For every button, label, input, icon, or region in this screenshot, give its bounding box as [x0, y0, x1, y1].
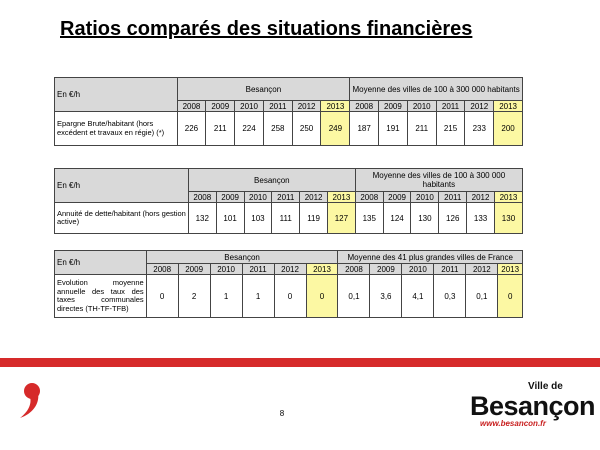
- group-besancon-header: Besançon: [177, 78, 350, 101]
- value-cell-highlight: 249: [321, 112, 350, 146]
- group-average-header: Moyenne des 41 plus grandes villes de France: [338, 251, 523, 264]
- year-header: 2008: [188, 192, 216, 203]
- year-header: 2010: [402, 264, 434, 275]
- value-cell: 0,1: [466, 275, 498, 318]
- year-header: 2012: [466, 264, 498, 275]
- value-cell: 187: [350, 112, 379, 146]
- red-comma-icon: [16, 380, 52, 420]
- group-average-header: Moyenne des villes de 100 à 300 000 habitants: [355, 169, 522, 192]
- value-cell: 3,6: [370, 275, 402, 318]
- year-header: 2011: [436, 101, 465, 112]
- value-cell: 111: [272, 203, 300, 234]
- value-cell-highlight: 0: [306, 275, 338, 318]
- value-cell: 0,1: [338, 275, 370, 318]
- year-header: 2010: [407, 101, 436, 112]
- value-cell: 130: [411, 203, 439, 234]
- value-cell: 0: [274, 275, 306, 318]
- value-cell-highlight: 127: [328, 203, 356, 234]
- group-besancon-header: Besançon: [188, 169, 355, 192]
- year-header: 2009: [178, 264, 210, 275]
- value-cell: 1: [242, 275, 274, 318]
- value-cell: 215: [436, 112, 465, 146]
- year-header: 2011: [242, 264, 274, 275]
- year-header-highlight: 2013: [494, 192, 522, 203]
- year-header: 2010: [411, 192, 439, 203]
- year-header: 2009: [206, 101, 235, 112]
- year-header: 2009: [370, 264, 402, 275]
- row-label: Epargne Brute/habitant (hors excédent et travaux en régie) (*): [55, 112, 178, 146]
- value-cell: 250: [292, 112, 321, 146]
- page-number: 8: [279, 409, 285, 418]
- unit-label: En €/h: [55, 251, 147, 275]
- value-cell: 191: [379, 112, 408, 146]
- value-cell: 0: [146, 275, 178, 318]
- year-header-highlight: 2013: [328, 192, 356, 203]
- value-cell: 124: [383, 203, 411, 234]
- year-header: 2008: [177, 101, 206, 112]
- year-header: 2008: [355, 192, 383, 203]
- unit-label: En €/h: [55, 78, 178, 112]
- value-cell: 101: [216, 203, 244, 234]
- year-header: 2011: [272, 192, 300, 203]
- year-header: 2011: [434, 264, 466, 275]
- year-header: 2012: [274, 264, 306, 275]
- year-header: 2008: [338, 264, 370, 275]
- table-evolution-taux: [54, 250, 523, 318]
- year-header: 2010: [244, 192, 272, 203]
- year-header: 2008: [146, 264, 178, 275]
- year-header: 2011: [263, 101, 292, 112]
- unit-label: En €/h: [55, 169, 189, 203]
- value-cell: 0,3: [434, 275, 466, 318]
- group-average-header: Moyenne des villes de 100 à 300 000 habitants: [350, 78, 523, 101]
- year-header: 2012: [467, 192, 495, 203]
- logo-prefix: Ville de: [528, 381, 563, 392]
- value-cell: 133: [467, 203, 495, 234]
- year-header-highlight: 2013: [306, 264, 338, 275]
- footer-red-bar: [0, 358, 600, 367]
- year-header: 2009: [379, 101, 408, 112]
- logo-url: www.besancon.fr: [480, 419, 546, 428]
- year-header: 2009: [383, 192, 411, 203]
- group-besancon-header: Besançon: [146, 251, 338, 264]
- year-header-highlight: 2013: [321, 101, 350, 112]
- table-annuite-dette: [54, 168, 523, 234]
- year-header-highlight: 2013: [494, 101, 523, 112]
- row-label: Annuité de dette/habitant (hors gestion active): [55, 203, 189, 234]
- value-cell: 132: [188, 203, 216, 234]
- table-epargne-brute: [54, 77, 523, 146]
- value-cell: 126: [439, 203, 467, 234]
- year-header: 2012: [300, 192, 328, 203]
- value-cell: 4,1: [402, 275, 434, 318]
- value-cell: 135: [355, 203, 383, 234]
- year-header: 2012: [292, 101, 321, 112]
- year-header: 2010: [210, 264, 242, 275]
- value-cell: 258: [263, 112, 292, 146]
- logo-city-name: Besançon: [470, 391, 596, 421]
- value-cell: 224: [235, 112, 264, 146]
- value-cell-highlight: 0: [498, 275, 523, 318]
- value-cell-highlight: 130: [494, 203, 522, 234]
- value-cell-highlight: 200: [494, 112, 523, 146]
- year-header: 2009: [216, 192, 244, 203]
- year-header: 2008: [350, 101, 379, 112]
- year-header: 2012: [465, 101, 494, 112]
- value-cell: 226: [177, 112, 206, 146]
- value-cell: 119: [300, 203, 328, 234]
- year-header-highlight: 2013: [498, 264, 523, 275]
- value-cell: 2: [178, 275, 210, 318]
- year-header: 2010: [235, 101, 264, 112]
- value-cell: 211: [206, 112, 235, 146]
- row-label: Evolution moyenne annuelle des taux des taxes communales directes (TH-TF-TFB): [55, 275, 147, 318]
- year-header: 2011: [439, 192, 467, 203]
- value-cell: 211: [407, 112, 436, 146]
- value-cell: 1: [210, 275, 242, 318]
- value-cell: 233: [465, 112, 494, 146]
- value-cell: 103: [244, 203, 272, 234]
- page-title: Ratios comparés des situations financières: [60, 18, 473, 40]
